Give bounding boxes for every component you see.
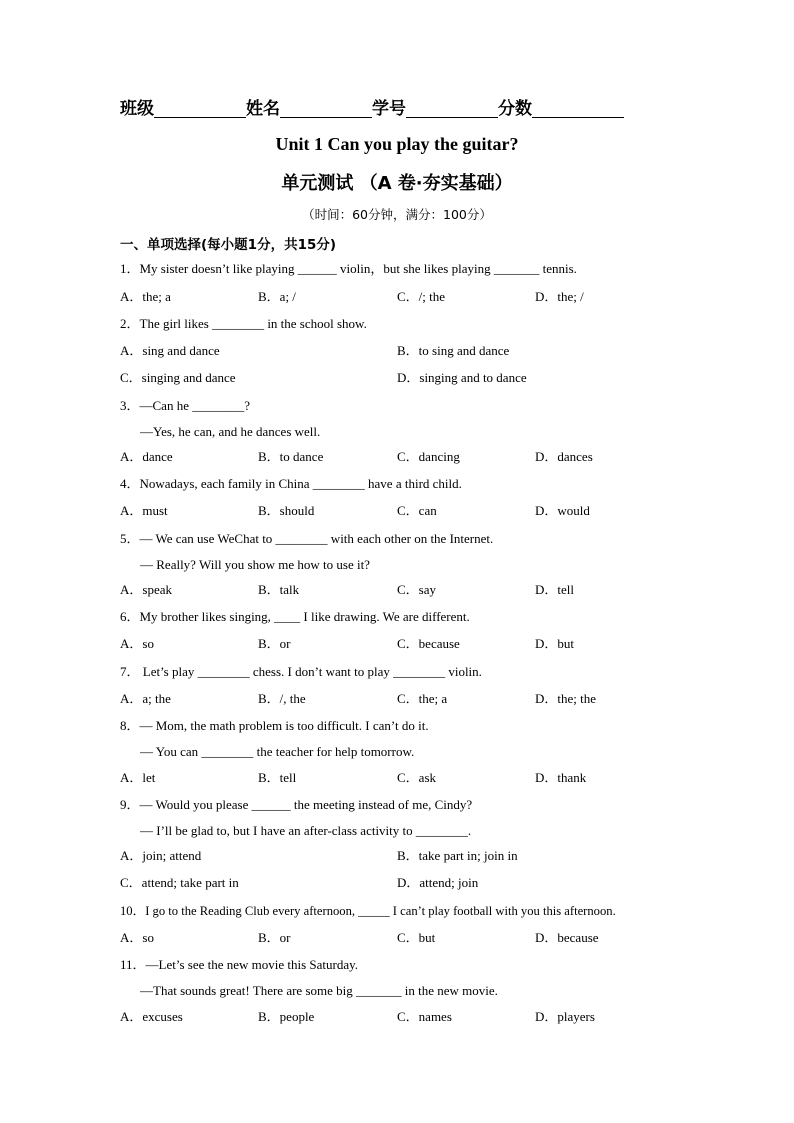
question-1-option-d: D．the; / (535, 289, 584, 304)
question-5-option-d: D．tell (535, 582, 574, 597)
question-11-option-b: B．people (258, 1009, 315, 1024)
class-label: 班级 (120, 99, 154, 119)
question-6-option-a: A．so (120, 636, 154, 651)
question-4-option-a: A．must (120, 503, 168, 518)
question-3-stem: 3．—Can he ________? (120, 398, 250, 413)
score-label: 分数 (498, 99, 532, 119)
student-info-line (120, 96, 680, 122)
name-blank (280, 97, 372, 118)
question-6-option-d: D．but (535, 636, 575, 651)
question-11-stem: 11．—Let’s see the new movie this Saturday. (120, 957, 359, 972)
question-1-option-c: C．/; the (397, 289, 446, 304)
question-8-option-c: C．ask (397, 770, 437, 785)
test-title: 单元测试 （A 卷·夯实基础） (281, 173, 513, 194)
question-2-option-a: A．sing and dance (120, 343, 220, 358)
question-11-option-d: D．players (535, 1009, 595, 1024)
question-9-option-d: D．attend; join (397, 875, 479, 890)
question-5-option-a: A．speak (120, 582, 172, 597)
question-7-option-c: C．the; a (397, 691, 448, 706)
question-7-stem: 7． Let’s play ________ chess. I don’t want to play ________ violin. (120, 664, 482, 679)
question-2-option-d: D．singing and to dance (397, 370, 527, 385)
question-11-option-a: A．excuses (120, 1009, 183, 1024)
question-1-stem: 1．My sister doesn’t like playing ______ violin，but she likes playing _______ tennis. (120, 261, 577, 276)
question-4-option-d: D．would (535, 503, 590, 518)
question-8-option-a: A．let (120, 770, 156, 785)
question-9-stem: 9．— Would you please ______ the meeting instead of me, Cindy? (120, 797, 473, 812)
question-3-option-b: B．to dance (258, 449, 324, 464)
section-heading: 一、单项选择(每小题1分，共15分) (120, 237, 337, 253)
question-6-option-c: C．because (397, 636, 460, 651)
question-2-stem: 2．The girl likes ________ in the school show. (120, 316, 367, 331)
name-label: 姓名 (246, 99, 280, 119)
question-4-option-b: B．should (258, 503, 315, 518)
question-3-reply: —Yes, he can, and he dances well. (140, 424, 321, 439)
question-9-option-b: B．take part in; join in (397, 848, 518, 863)
question-3-option-d: D．dances (535, 449, 593, 464)
question-4-option-c: C．can (397, 503, 437, 518)
question-3-option-a: A．dance (120, 449, 173, 464)
question-2-option-c: C．singing and dance (120, 370, 236, 385)
question-8-option-b: B．tell (258, 770, 297, 785)
question-10-option-d: D．because (535, 930, 599, 945)
question-5-option-c: C．say (397, 582, 437, 597)
class-blank (154, 97, 246, 118)
question-4-stem: 4．Nowadays, each family in China ________ have a third child. (120, 476, 462, 491)
question-6-option-b: B．or (258, 636, 291, 651)
question-10-stem: 10．I go to the Reading Club every afternoon, _____ I can’t play football with you this afternoon. (120, 904, 616, 918)
question-10-option-c: C．but (397, 930, 436, 945)
unit-title: Unit 1 Can you play the guitar? (275, 134, 519, 154)
question-9-option-c: C．attend; take part in (120, 875, 239, 890)
question-5-option-b: B．talk (258, 582, 300, 597)
question-2-option-b: B．to sing and dance (397, 343, 510, 358)
question-9-reply: — I’ll be glad to, but I have an after-class activity to ________. (140, 823, 472, 838)
question-7-option-b: B．/, the (258, 691, 306, 706)
score-blank (532, 97, 624, 118)
question-10-option-a: A．so (120, 930, 154, 945)
question-8-stem: 8．— Mom, the math problem is too difficult. I can’t do it. (120, 718, 429, 733)
question-8-option-d: D．thank (535, 770, 587, 785)
student-id-label: 学号 (372, 99, 406, 119)
question-8-reply: — You can ________ the teacher for help tomorrow. (140, 744, 415, 759)
time-score-note: （时间：60分钟，满分：100分） (302, 207, 492, 222)
question-5-stem: 5．— We can use WeChat to ________ with each other on the Internet. (120, 531, 494, 546)
question-6-stem: 6．My brother likes singing, ____ I like drawing. We are different. (120, 609, 470, 624)
question-1-option-a: A．the; a (120, 289, 171, 304)
student-id-blank (406, 97, 498, 118)
question-1-option-b: B．a; / (258, 289, 296, 304)
question-9-option-a: A．join; attend (120, 848, 202, 863)
question-11-option-c: C．names (397, 1009, 452, 1024)
question-5-reply: — Really? Will you show me how to use it? (140, 557, 370, 572)
question-7-option-d: D．the; the (535, 691, 597, 706)
question-10-option-b: B．or (258, 930, 291, 945)
question-3-option-c: C．dancing (397, 449, 460, 464)
question-7-option-a: A．a; the (120, 691, 171, 706)
question-11-reply: —That sounds great! There are some big _______ in the new movie. (140, 983, 498, 998)
